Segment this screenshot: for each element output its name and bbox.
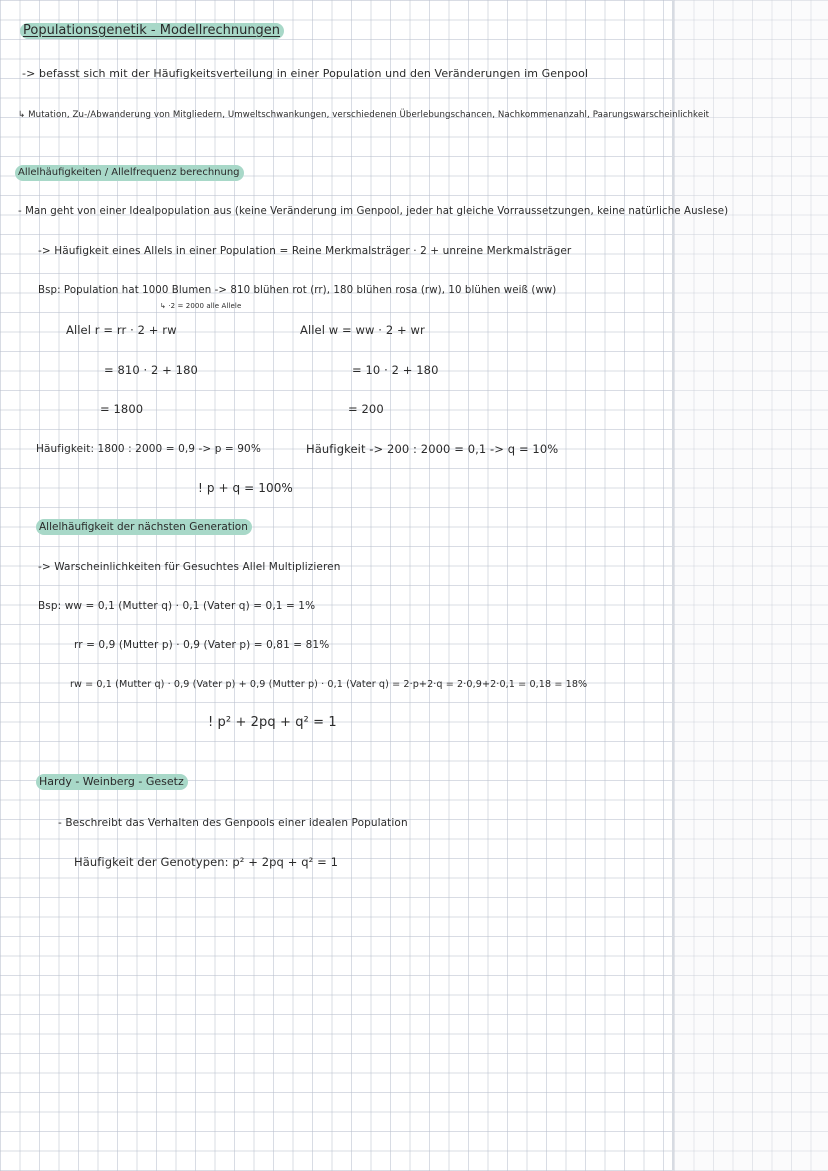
margin-strip (674, 0, 828, 1171)
allel-r-line-1: Allel r = rr · 2 + rw (66, 323, 177, 337)
rule-p-plus-q: ! p + q = 100% (198, 481, 293, 495)
section1-example: Bsp: Population hat 1000 Blumen -> 810 blühen rot (rr), 180 blühen rosa (rw), 10 blühen weiß (ww) (38, 285, 557, 296)
intro-line-1: -> befasst sich mit der Häufigkeitsverteilung in einer Population und den Veränderungen im Genpool (22, 67, 589, 80)
section3-desc: - Beschreibt das Verhalten des Genpools einer idealen Population (58, 817, 408, 829)
section2-rw: rw = 0,1 (Mutter q) · 0,9 (Vater p) + 0,9 (Mutter p) · 0,1 (Vater q) = 2·p+2·q = 2·0,9+2·0,1 = 0,18 = 18% (70, 679, 588, 690)
section1-assumption: - Man geht von einer Idealpopulation aus (keine Veränderung im Genpool, jeder hat gleiche Vorraussetzungen, keine natürliche Auslese) (18, 206, 729, 217)
freq-w: Häufigkeit -> 200 : 2000 = 0,1 -> q = 10% (306, 442, 559, 456)
section1-formula: -> Häufigkeit eines Allels in einer Population = Reine Merkmalsträger · 2 + unreine Merkmalsträger (38, 245, 572, 257)
page-title: Populationsgenetik - Modellrechnungen (20, 23, 284, 39)
rule-hardy: ! p² + 2pq + q² = 1 (208, 715, 337, 730)
allel-r-line-3: = 1800 (100, 402, 144, 416)
section1-heading: Allelhäufigkeiten / Allelfrequenz berechnung (15, 165, 244, 181)
section3-formula: Häufigkeit der Genotypen: p² + 2pq + q² = 1 (74, 855, 338, 869)
section2-method: -> Warscheinlichkeiten für Gesuchtes Allel Multiplizieren (38, 561, 341, 573)
freq-r: Häufigkeit: 1800 : 2000 = 0,9 -> p = 90% (36, 443, 261, 455)
section3-heading: Hardy - Weinberg - Gesetz (36, 774, 188, 790)
section2-heading: Allelhäufigkeit der nächsten Generation (36, 519, 252, 535)
section2-rr: rr = 0,9 (Mutter p) · 0,9 (Vater p) = 0,81 = 81% (74, 639, 330, 651)
intro-line-2: ↳ Mutation, Zu-/Abwanderung von Mitgliedern, Umweltschwankungen, verschiedenen Überlebungschancen, Nachkommenanzahl, Paarungswarscheinlichkeit (18, 110, 710, 120)
allel-w-line-1: Allel w = ww · 2 + wr (300, 323, 425, 337)
allel-r-line-2: = 810 · 2 + 180 (104, 363, 198, 377)
allel-w-line-2: = 10 · 2 + 180 (352, 363, 439, 377)
section2-ww: Bsp: ww = 0,1 (Mutter q) · 0,1 (Vater q) = 0,1 = 1% (38, 600, 316, 612)
allel-w-line-3: = 200 (348, 402, 384, 416)
section1-example-note: ↳ ·2 = 2000 alle Allele (160, 302, 242, 310)
